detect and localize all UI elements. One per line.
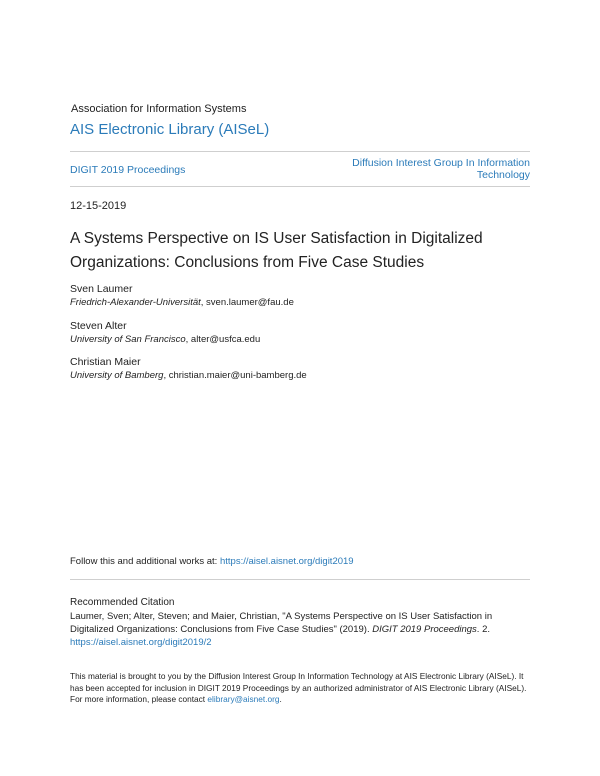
- author-entry: [70, 282, 530, 310]
- affiliation-name: University of Bamberg: [70, 370, 164, 381]
- affiliation-name: Friedrich-Alexander-Universität: [70, 297, 201, 308]
- citation-text: [70, 610, 530, 649]
- author-name: Sven Laumer: [70, 283, 133, 295]
- author-affiliation: University of Bamberg, christian.maier@uni-bamberg.de: [70, 370, 307, 381]
- library-link[interactable]: AIS Electronic Library (AISeL): [70, 121, 270, 138]
- citation-body: Laumer, Sven; Alter, Steven; and Maier, Christian, "A Systems Perspective on IS User Satisfaction in Digitalized Organizations: Conclusions from Five Case Studies" (2019).: [70, 611, 493, 635]
- paper-title: A Systems Perspective on IS User Satisfaction in Digitalized Organizations: Conclusions from Five Case Studies: [70, 230, 483, 271]
- footer-notice: [70, 671, 530, 706]
- citation-link[interactable]: https://aisel.aisnet.org/digit2019/2: [70, 637, 212, 648]
- author-affiliation: University of San Francisco, alter@usfca.edu: [70, 334, 261, 345]
- author-affiliation: Friedrich-Alexander-Universität, sven.laumer@fau.de: [70, 297, 294, 308]
- divider: [70, 151, 530, 152]
- footer-text: This material is brought to you by the Diffusion Interest Group In Information Technology at AIS Electronic Library (AISeL). It has been accepted for inclusion in DIGIT 2019 Proceedings by an authorized administrator of AIS Electronic Library (AISeL). For more information, please contact: [70, 671, 527, 704]
- author-email: christian.maier@uni-bamberg.de: [168, 370, 307, 381]
- author-entry: [70, 319, 530, 347]
- citation-heading: Recommended Citation: [70, 597, 175, 608]
- citation-number: . 2.: [476, 624, 490, 635]
- author-entry: [70, 355, 530, 383]
- organization-name: Association for Information Systems: [71, 103, 247, 115]
- citation-venue: DIGIT 2019 Proceedings: [372, 624, 477, 635]
- follow-works: [70, 556, 354, 567]
- author-email: sven.laumer@fau.de: [206, 297, 294, 308]
- author-name: Christian Maier: [70, 356, 141, 368]
- publication-date: 12-15-2019: [70, 200, 127, 212]
- author-email: alter@usfca.edu: [190, 334, 261, 345]
- interest-group-link[interactable]: Diffusion Interest Group In Information Technology: [352, 157, 530, 181]
- footer-end: .: [279, 694, 282, 704]
- collection-link[interactable]: https://aisel.aisnet.org/digit2019: [219, 556, 354, 567]
- proceedings-link[interactable]: DIGIT 2019 Proceedings: [70, 164, 186, 176]
- contact-email-link[interactable]: elibrary@aisnet.org: [207, 694, 280, 704]
- follow-text: Follow this and additional works at:: [70, 556, 220, 567]
- affiliation-name: University of San Francisco: [70, 334, 186, 345]
- divider: [70, 186, 530, 187]
- divider: [70, 579, 530, 580]
- author-name: Steven Alter: [70, 320, 127, 332]
